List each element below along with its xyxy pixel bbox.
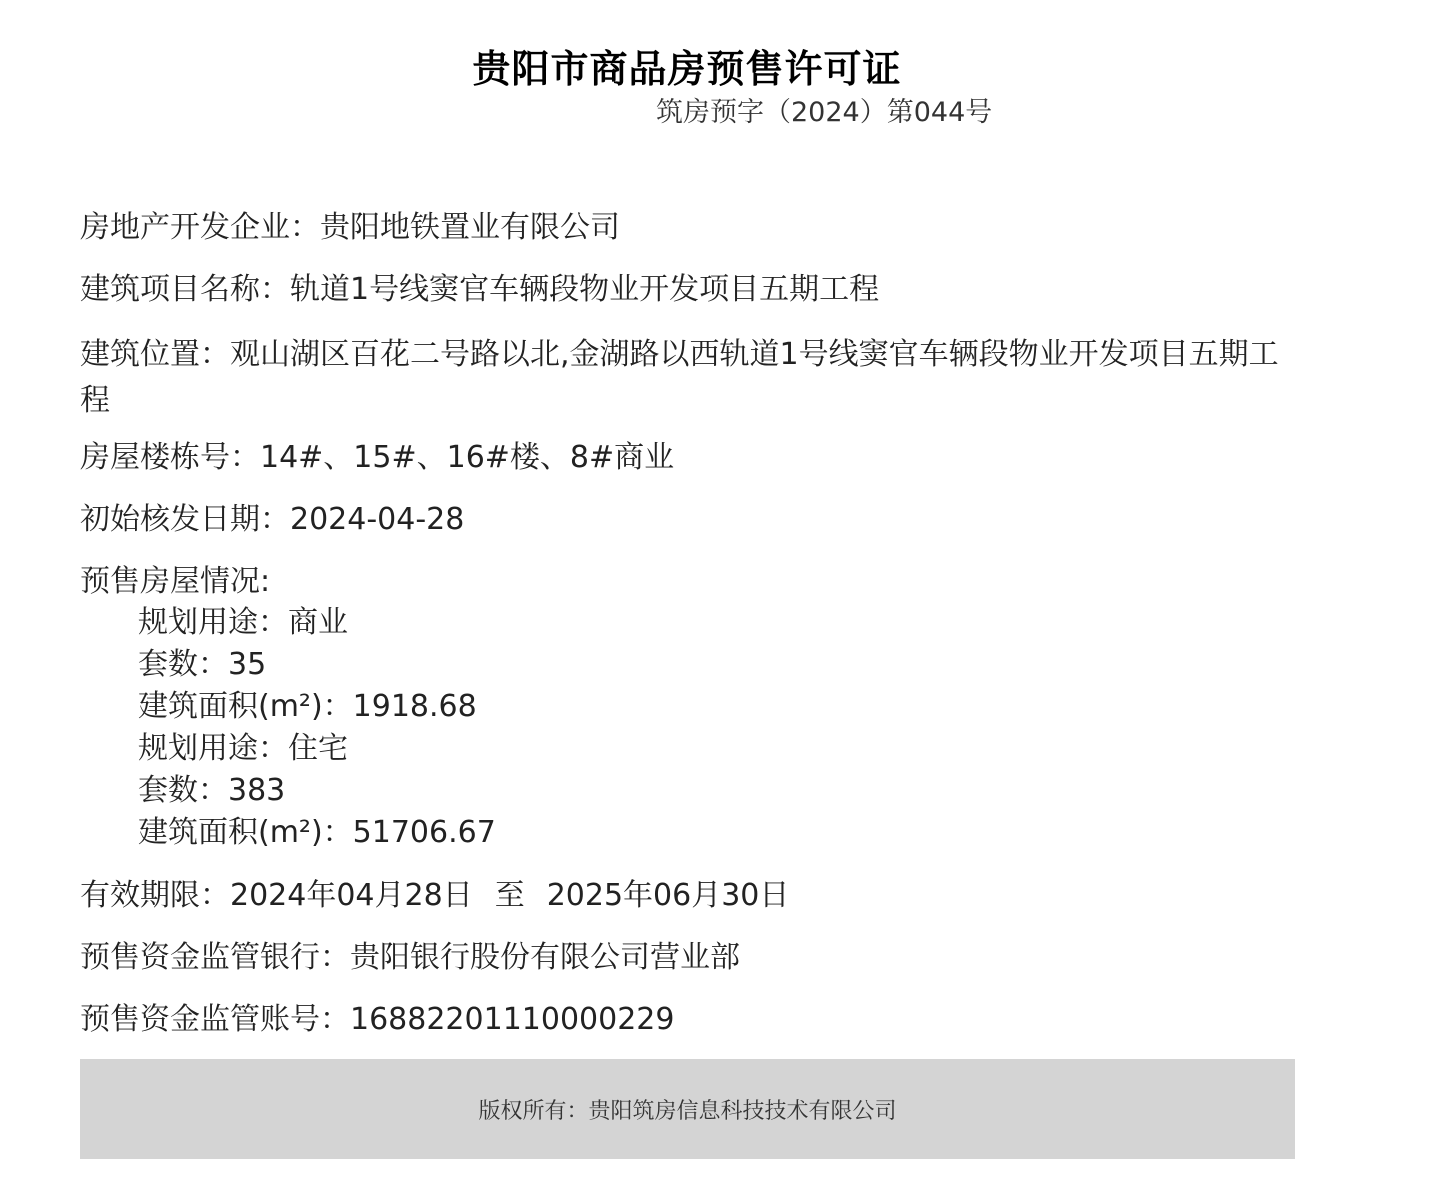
presale-list [80,602,1295,854]
project-name-value: 轨道1号线窦官车辆段物业开发项目五期工程 [290,272,880,307]
account-value: 16882201110000229 [350,1002,675,1037]
presale-item [138,728,1295,770]
presale-item [138,644,1295,686]
validity-start: 2024年04月28日 [230,878,473,913]
presale-item-value: 35 [228,647,267,682]
developer-row [80,208,1295,248]
presale-item [138,812,1295,854]
building-numbers-label: 房屋楼栋号： [80,440,260,475]
bank-row [80,938,1295,978]
presale-item-label: 建筑面积(m²)： [138,815,353,850]
presale-item-value: 51706.67 [352,815,496,850]
developer-value: 贵阳地铁置业有限公司 [320,210,620,245]
permit-number: 筑房预字（2024）第044号 [656,97,993,128]
presale-item-value: 1918.68 [352,689,477,724]
presale-section-title: 预售房屋情况: [80,564,271,599]
footer [80,1059,1295,1159]
validity-separator: 至 [494,878,525,913]
issue-date-label: 初始核发日期： [80,502,290,537]
permit-details [80,208,1295,1062]
building-numbers-value: 14#、15#、16#楼、8#商业 [260,440,675,475]
presale-item-label: 规划用途： [138,605,288,640]
building-numbers-row [80,438,1295,478]
presale-item-label: 套数： [138,647,228,682]
bank-label: 预售资金监管银行： [80,940,350,975]
presale-item-label: 规划用途： [138,731,288,766]
presale-item-value: 383 [228,773,286,808]
location-value: 观山湖区百花二号路以北,金湖路以西轨道1号线窦官车辆段物业开发项目五期工程 [80,337,1279,418]
presale-item [138,602,1295,644]
presale-item-label: 建筑面积(m²)： [138,689,353,724]
presale-item-value: 商业 [288,605,348,640]
location-label: 建筑位置： [80,337,230,372]
issue-date-row [80,500,1295,540]
bank-value: 贵阳银行股份有限公司营业部 [350,940,740,975]
presale-item [138,686,1295,728]
issue-date-value: 2024-04-28 [290,502,465,537]
presale-item [138,770,1295,812]
presale-item-label: 套数： [138,773,228,808]
validity-label: 有效期限： [80,878,230,913]
developer-label: 房地产开发企业： [80,210,320,245]
page-title: 贵阳市商品房预售许可证 [472,47,902,91]
validity-end: 2025年06月30日 [546,878,790,913]
presale-item-value: 住宅 [288,731,348,766]
account-row [80,1000,1295,1040]
project-name-label: 建筑项目名称： [80,272,290,307]
validity-row [80,876,1295,916]
location-row [80,332,1295,424]
copyright-text: 版权所有：贵阳筑房信息科技技术有限公司 [478,1098,897,1124]
account-label: 预售资金监管账号： [80,1002,350,1037]
project-name-row [80,270,1295,310]
